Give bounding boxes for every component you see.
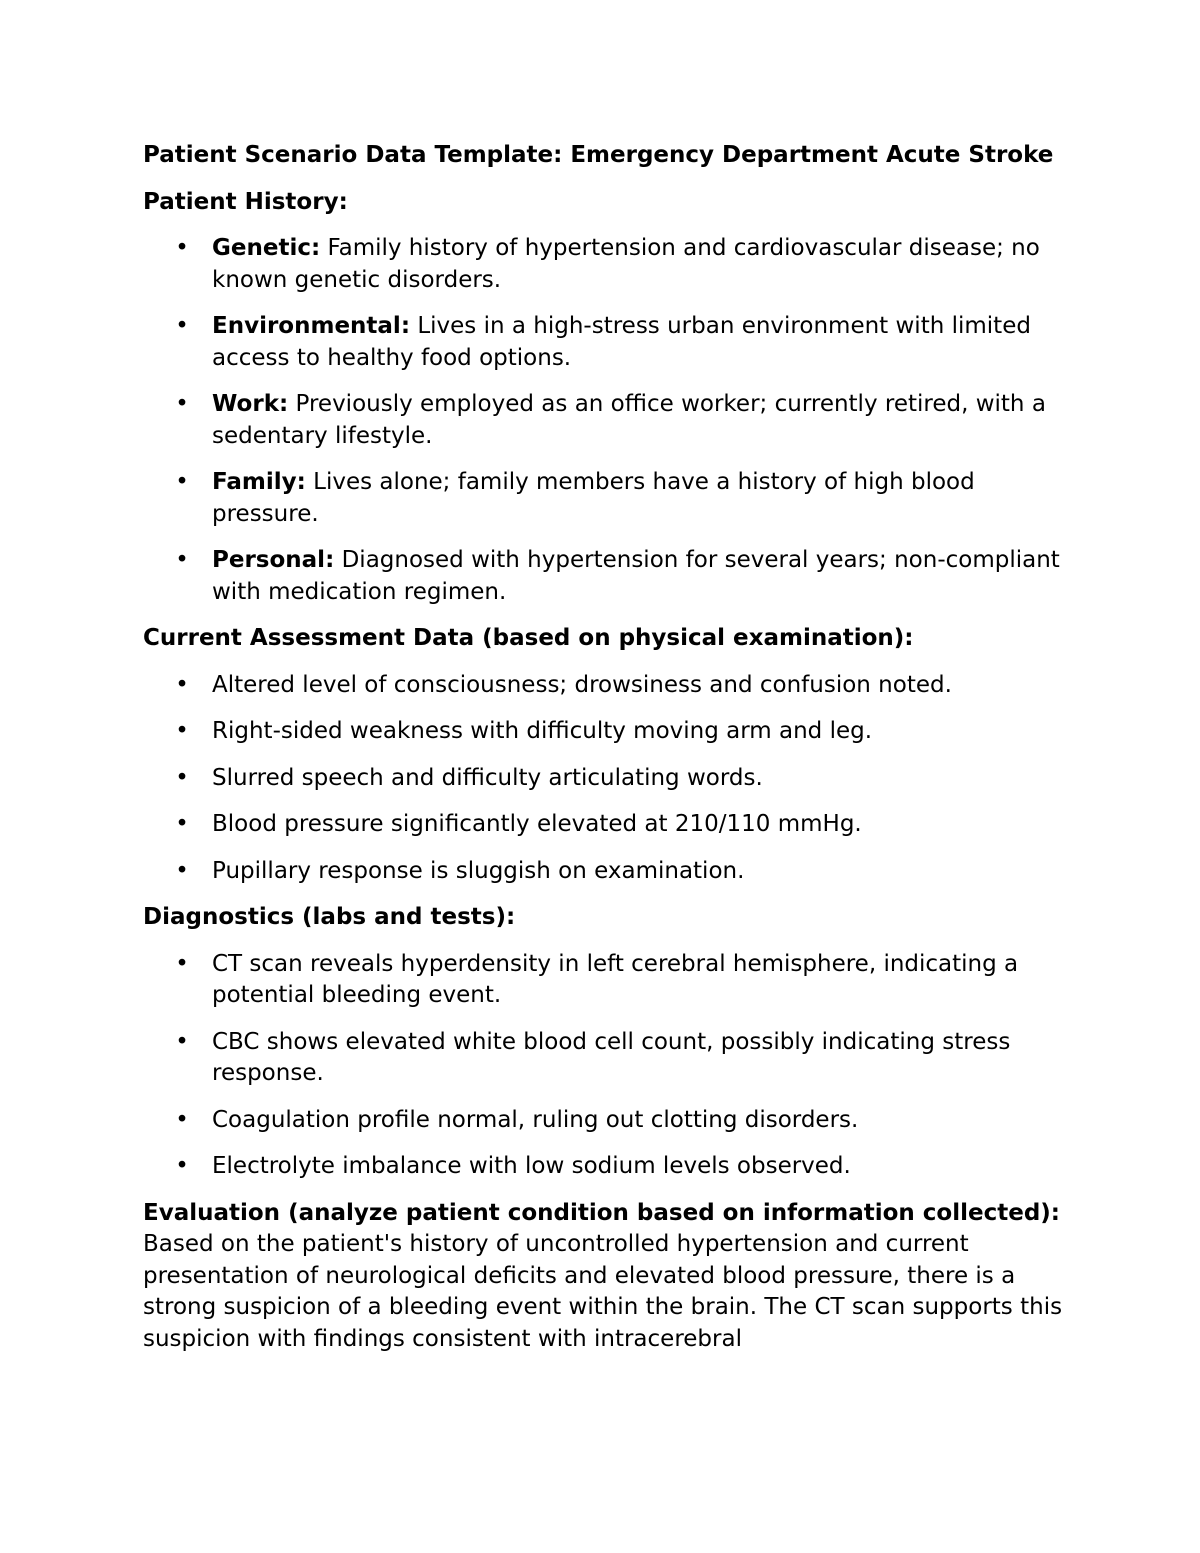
bullet-icon: • [175, 671, 189, 698]
list-item [143, 1151, 1068, 1183]
assessment-text: Right-sided weakness with difficulty moving arm and leg. [212, 718, 873, 744]
diagnostics-heading: Diagnostics (labs and tests): [143, 904, 516, 930]
history-term: Family: [212, 469, 306, 495]
list-item [143, 809, 1068, 841]
bullet-icon: • [175, 950, 189, 977]
bullet-icon: • [175, 313, 189, 339]
history-term: Genetic: [212, 235, 321, 261]
history-term: Work: [212, 391, 289, 417]
list-item [143, 233, 1068, 296]
list-item [143, 949, 1068, 1012]
history-term: Personal: [212, 547, 335, 573]
diagnostic-text: Electrolyte imbalance with low sodium levels observed. [212, 1153, 851, 1179]
history-text: Family history of hypertension and cardiovascular disease; no known genetic disorders. [212, 235, 1040, 293]
diagnostic-text: CBC shows elevated white blood cell count, possibly indicating stress response. [212, 1028, 1011, 1086]
history-text: Previously employed as an office worker; currently retired, with a sedentary lifestyle. [212, 391, 1046, 449]
patient-history-list [143, 233, 1068, 608]
bullet-icon: • [175, 1153, 189, 1179]
bullet-icon: • [175, 235, 189, 261]
bullet-icon: • [175, 1106, 189, 1133]
history-text: Diagnosed with hypertension for several years; non-compliant with medication regimen. [212, 547, 1060, 605]
assessment-text: Blood pressure significantly elevated at 210/110 mmHg. [212, 811, 862, 837]
list-item [143, 545, 1068, 608]
patient-history-heading: Patient History: [143, 188, 348, 215]
bullet-icon: • [175, 718, 189, 744]
evaluation-heading: Evaluation (analyze patient condition based on information collected): [143, 1199, 1061, 1226]
evaluation-paragraph [143, 1198, 1068, 1356]
bullet-icon: • [175, 391, 189, 417]
assessment-text: Slurred speech and difficulty articulating words. [212, 764, 763, 791]
bullet-icon: • [175, 764, 189, 791]
bullet-icon: • [175, 811, 189, 837]
list-item [143, 1027, 1068, 1090]
list-item [143, 856, 1068, 888]
bullet-icon: • [175, 469, 189, 495]
list-item [143, 670, 1068, 702]
diagnostic-text: CT scan reveals hyperdensity in left cerebral hemisphere, indicating a potential bleeding event. [212, 950, 1019, 1008]
bullet-icon: • [175, 857, 189, 884]
document-page [143, 140, 1068, 1355]
list-item [143, 1105, 1068, 1137]
bullet-icon: • [175, 547, 189, 573]
assessment-text: Pupillary response is sluggish on examination. [212, 857, 745, 884]
document-title: Patient Scenario Data Template: Emergency Department Acute Stroke [143, 142, 1054, 168]
history-text: Lives in a high-stress urban environment with limited access to healthy food options. [212, 313, 1031, 371]
list-item [143, 716, 1068, 748]
list-item [143, 763, 1068, 795]
assessment-text: Altered level of consciousness; drowsiness and confusion noted. [212, 671, 952, 698]
current-assessment-list [143, 670, 1068, 888]
bullet-icon: • [175, 1028, 189, 1055]
evaluation-text: Based on the patient's history of uncontrolled hypertension and current presentation of neurological deficits and elevated blood pressure, there is a strong suspicion of a bleeding event within the brain. The CT scan supports this suspicion with findings consistent with intracerebral [143, 1231, 1063, 1352]
list-item [143, 389, 1068, 452]
list-item [143, 467, 1068, 530]
current-assessment-heading: Current Assessment Data (based on physical examination): [143, 625, 914, 651]
history-text: Lives alone; family members have a history of high blood pressure. [212, 469, 975, 527]
diagnostic-text: Coagulation profile normal, ruling out clotting disorders. [212, 1106, 859, 1133]
history-term: Environmental: [212, 313, 411, 339]
diagnostics-list [143, 949, 1068, 1183]
list-item [143, 311, 1068, 374]
